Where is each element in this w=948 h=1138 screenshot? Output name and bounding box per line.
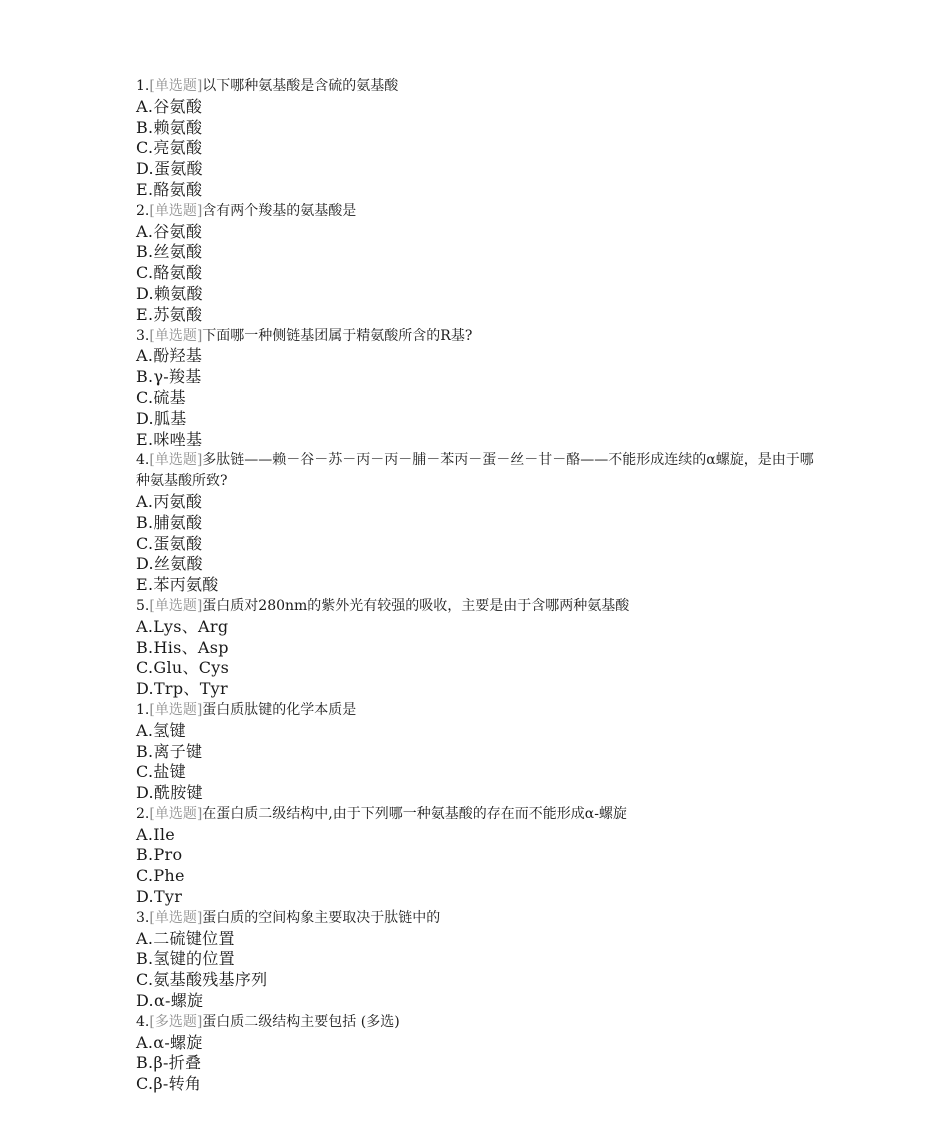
question-number: 3.	[136, 327, 150, 344]
question-type-tag: [单选题]	[149, 327, 203, 344]
question-stem	[136, 450, 816, 492]
question-text: 在蛋白质二级结构中,由于下列哪一种氨基酸的存在而不能形成α-螺旋	[202, 805, 627, 822]
question-type-tag: [单选题]	[149, 805, 203, 822]
question-block	[136, 1012, 816, 1095]
answer-option: A.氢键	[136, 720, 186, 740]
answer-option: B.赖氨酸	[136, 117, 203, 137]
question-stem	[136, 596, 816, 617]
answer-option: C.Glu、Cys	[136, 658, 230, 678]
answer-option: D.胍基	[136, 408, 187, 428]
answer-option: E.苏氨酸	[136, 304, 203, 324]
answer-option: C.Phe	[136, 866, 185, 886]
question-stem	[136, 804, 816, 825]
answer-option: A.谷氨酸	[136, 96, 203, 116]
answer-option: D.赖氨酸	[136, 283, 203, 303]
answer-option: C.硫基	[136, 387, 186, 407]
answer-option: A.α-螺旋	[136, 1032, 203, 1052]
question-text: 蛋白质的空间构象主要取决于肽链中的	[202, 909, 441, 926]
question-text: 多肽链——赖－谷－苏－丙－丙－脯－苯丙－蛋－丝－甘－酪——不能形成连续的α螺旋，是由于哪种氨基酸所致?	[136, 452, 814, 490]
question-number: 1.	[136, 701, 150, 718]
question-stem	[136, 76, 816, 97]
question-number: 3.	[136, 909, 150, 926]
answer-option: A.谷氨酸	[136, 221, 203, 241]
question-type-tag: [单选题]	[149, 78, 203, 94]
answer-option: E.咪唑基	[136, 429, 203, 449]
question-text: 以下哪种氨基酸是含硫的氨基酸	[202, 78, 399, 94]
question-block	[136, 326, 816, 451]
question-block	[136, 700, 816, 804]
answer-option: C.β-转角	[136, 1074, 202, 1094]
question-number: 5.	[136, 597, 150, 614]
answer-option: D.Trp、Tyr	[136, 679, 228, 699]
answer-option: B.Pro	[136, 845, 183, 865]
answer-option: B.脯氨酸	[136, 512, 203, 532]
answer-option: C.蛋氨酸	[136, 533, 203, 553]
answer-option: C.盐键	[136, 762, 186, 782]
question-type-tag: [单选题]	[149, 701, 203, 718]
question-type-tag: [单选题]	[149, 909, 203, 926]
question-type-tag: [单选题]	[149, 452, 203, 469]
answer-option: C.氨基酸残基序列	[136, 970, 268, 990]
question-stem	[136, 908, 816, 929]
question-number: 2.	[136, 805, 150, 822]
question-number: 1.	[136, 78, 150, 94]
answer-option: D.蛋氨酸	[136, 159, 203, 179]
question-number: 4.	[136, 452, 150, 469]
question-stem	[136, 201, 816, 222]
question-block	[136, 76, 816, 201]
answer-option: D.酰胺键	[136, 783, 203, 803]
question-stem	[136, 326, 816, 347]
answer-option: B.His、Asp	[136, 637, 229, 657]
question-text: 蛋白质二级结构主要包括 (多选)	[202, 1013, 400, 1030]
question-text: 蛋白质肽键的化学本质是	[202, 701, 357, 718]
question-block	[136, 201, 816, 326]
question-block	[136, 908, 816, 1012]
answer-option: B.β-折叠	[136, 1053, 202, 1073]
question-block	[136, 804, 816, 908]
answer-option: B.丝氨酸	[136, 242, 203, 262]
answer-option: A.二硫键位置	[136, 928, 235, 948]
answer-option: A.丙氨酸	[136, 491, 203, 511]
answer-option: A.酚羟基	[136, 346, 203, 366]
question-type-tag: [单选题]	[149, 597, 203, 614]
answer-option: D.Tyr	[136, 887, 183, 907]
answer-option: B.氢键的位置	[136, 949, 235, 969]
question-type-tag: [单选题]	[149, 202, 203, 219]
answer-option: B.γ-羧基	[136, 367, 202, 387]
question-block	[136, 596, 816, 700]
question-type-tag: [多选题]	[149, 1013, 203, 1030]
answer-option: C.亮氨酸	[136, 138, 203, 158]
question-text: 蛋白质对280nm的紫外光有较强的吸收，主要是由于含哪两种氨基酸	[202, 597, 630, 614]
answer-option: D.丝氨酸	[136, 554, 203, 574]
answer-option: B.离子键	[136, 741, 203, 761]
answer-option: C.酪氨酸	[136, 263, 203, 283]
answer-option: E.苯丙氨酸	[136, 575, 219, 595]
answer-option: A.Lys、Arg	[136, 616, 229, 636]
question-text: 下面哪一种侧链基团属于精氨酸所含的R基?	[202, 327, 473, 344]
answer-option: A.Ile	[136, 824, 176, 844]
question-document	[136, 76, 816, 1095]
question-number: 2.	[136, 202, 150, 219]
question-number: 4.	[136, 1013, 150, 1030]
question-stem	[136, 700, 816, 721]
question-stem	[136, 1012, 816, 1033]
answer-option: D.α-螺旋	[136, 991, 204, 1011]
question-text: 含有两个羧基的氨基酸是	[202, 202, 357, 219]
answer-option: E.酪氨酸	[136, 179, 203, 199]
question-block	[136, 450, 816, 596]
